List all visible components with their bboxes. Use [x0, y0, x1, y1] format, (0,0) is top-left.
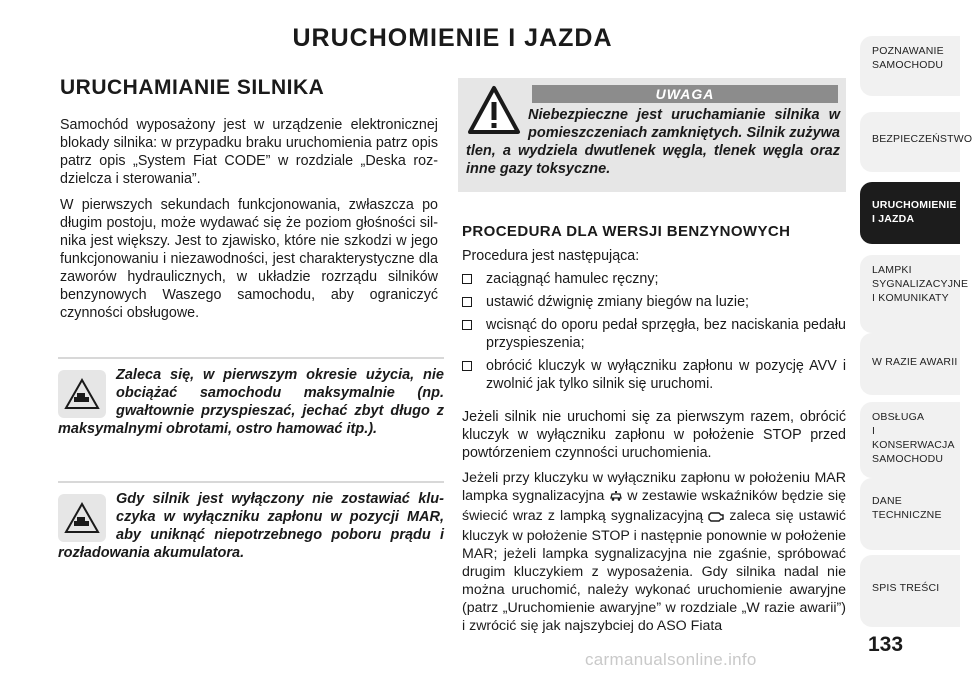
chapter-sidebar: [860, 0, 972, 677]
paragraph-warning-lamp: Jeżeli przy kluczyku w wyłączniku zapłonu w położeniu MAR lampka sygnalizacyjna w zestawie wskaźników będzie się świecić wraz z lampką sygnalizacyjną zaleca się ustawić kluczyk w położenie STOP i następnie ponownie w położenie MAR; jeżeli lampka sygnalizacyjna nie zgaśnie, spróbować drugim kluczykiem z wyposażenia. Gdy silnika nadal nie można uruchomić, należy wykonać uruchomienie awaryjne (patrz „Uruchomienie awaryjne” w rozdziale „W razie awarii”) i zwrócić się jak najszybciej do ASO Fiata: [462, 470, 846, 634]
tab-lampki[interactable]: LAMPKI SYGNALIZACYJNE I KOMUNIKATY: [860, 255, 960, 333]
list-item: zaciągnąć hamulec ręczny;: [462, 270, 846, 288]
paragraph-engine-noise: W pierwszych sekundach funkcjonowania, zwłaszcza po długim postoju, może wydawać się że poziom głośności silnika jest większy. Jest to zjawisko, które nie szkodzi w jego funkcjonowaniu i niezawodności, jest charakterystyczne dla zaworów hydraulicznych, w układzie rozrządu silników benzynowych Waszego samochodu, aby ograniczyć czynności obsługowe.: [60, 197, 438, 321]
car-warning-icon: [58, 494, 106, 542]
note-key-position-text: Gdy silnik jest wyłączony nie zostawiać kluczyka w wyłączniku zapłonu w pozycji MAR, aby uniknąć niepotrzebnego poboru prądu i rozładowania akumulatora.: [58, 491, 444, 561]
checkbox-bullet-icon: [462, 320, 472, 330]
tab-bezpieczenstwo[interactable]: BEZPIECZEŃSTWO: [860, 112, 960, 172]
list-item: ustawić dźwignię zmiany biegów na luzie;: [462, 293, 846, 311]
warning-text-block: [466, 106, 840, 178]
warning-text: Niebezpieczne jest uruchamianie silnika w pomieszczeniach zamkniętych. Silnik zużywa tlen, a wydziela dwutlenek węgla, tlenek węgla oraz inne gazy toksyczne.: [466, 107, 840, 177]
paragraph-retry: Jeżeli silnik nie uruchomi się za pierwszym razem, obrócić kluczyk w wyłączniku zapłonu w położenie STOP przed powtórzeniem czynności uruchomienia.: [462, 409, 846, 461]
note-running-in: [58, 366, 444, 438]
tab-awarie[interactable]: W RAZIE AWARII: [860, 333, 960, 395]
divider: [58, 357, 444, 359]
engine-check-lamp-icon: [708, 509, 724, 527]
procedure-steps: [462, 270, 846, 398]
section-title-engine-start: URUCHAMIANIE SILNIKA: [60, 76, 325, 99]
list-item: obrócić kluczyk w wyłączniku zapłonu w pozycję AVV i zwolnić jak tylko silnik się uruchomi.: [462, 357, 846, 393]
tab-poznawanie[interactable]: POZNAWANIE SAMOCHODU: [860, 36, 960, 96]
page-title: URUCHOMIENIE I JAZDA: [292, 24, 613, 52]
checkbox-bullet-icon: [462, 297, 472, 307]
car-key-lamp-icon: [609, 489, 623, 507]
tab-uruchomienie[interactable]: URUCHOMIENIE I JAZDA: [860, 182, 960, 244]
list-item: wcisnąć do oporu pedał sprzęgła, bez naciskania pedału przyspieszenia;: [462, 316, 846, 352]
note-running-in-text: Zaleca się, w pierwszym okresie użycia, nie obciążać samochodu maksymalnie (np. gwałtownie przyspieszać, jechać zbyt długo z maksymalnymi obrotami, ostro hamować itp.).: [58, 367, 444, 437]
warning-label: UWAGA: [532, 85, 838, 103]
car-warning-icon: [58, 370, 106, 418]
warning-box: [458, 78, 846, 192]
tab-obsluga[interactable]: OBSŁUGA I KONSERWACJA SAMOCHODU: [860, 402, 960, 478]
tab-spis[interactable]: SPIS TREŚCI: [860, 555, 960, 627]
note-key-position: [58, 490, 444, 562]
watermark: carmanualsonline.info: [585, 650, 757, 669]
paragraph-immobilizer: Samochód wyposażony jest w urządzenie elektronicznej blokady silnika: w przypadku braku uruchomienia patrz opis patrz opis „System Fiat CODE” w rozdziale „Deska rozdzielcza i sterowania”.: [60, 117, 438, 187]
page-number: 133: [868, 633, 904, 656]
section-title-petrol-procedure: PROCEDURA DLA WERSJI BENZYNOWYCH: [462, 223, 791, 240]
tab-dane[interactable]: DANE TECHNICZNE: [860, 478, 960, 550]
divider: [58, 481, 444, 483]
checkbox-bullet-icon: [462, 361, 472, 371]
procedure-intro: Procedura jest następująca:: [462, 248, 640, 264]
checkbox-bullet-icon: [462, 274, 472, 284]
